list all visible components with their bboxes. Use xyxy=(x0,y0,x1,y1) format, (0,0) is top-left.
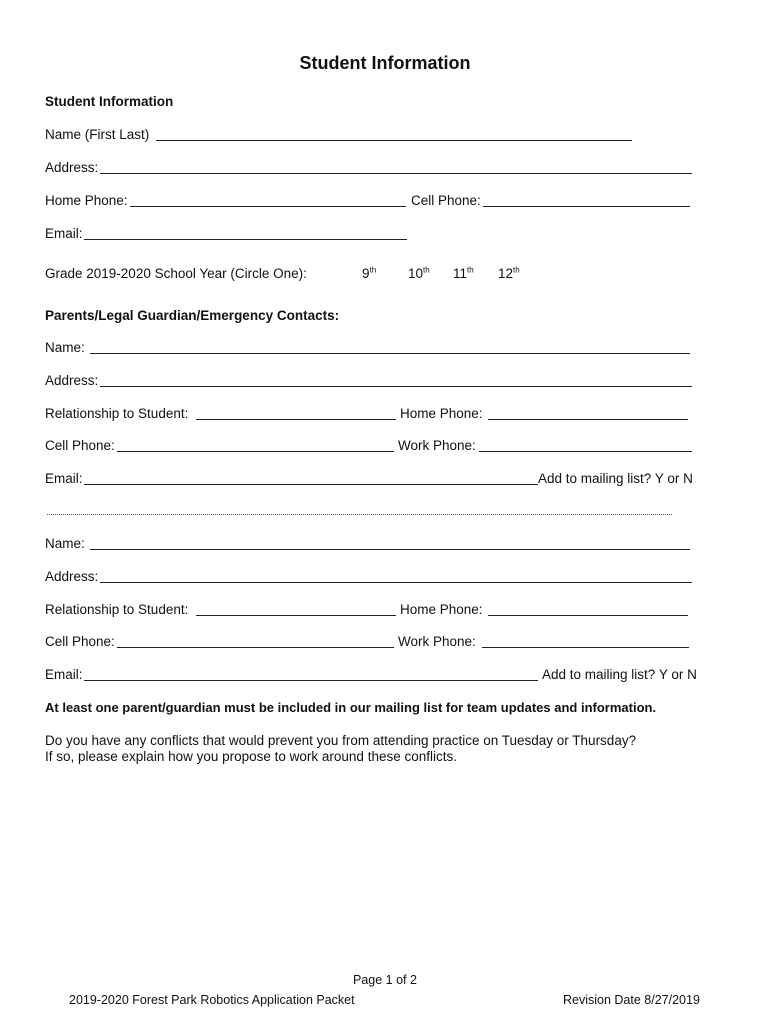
contact1-address-label: Address: xyxy=(45,373,99,388)
student-section-heading: Student Information xyxy=(45,94,174,109)
contact1-work-phone-field[interactable] xyxy=(479,451,692,452)
contact-separator xyxy=(47,514,672,515)
contact1-mailing-list-label[interactable]: Add to mailing list? Y or N xyxy=(538,471,693,486)
contact2-home-phone-field[interactable] xyxy=(488,615,688,616)
contact1-home-phone-field[interactable] xyxy=(488,419,688,420)
conflicts-explain: If so, please explain how you propose to work around these conflicts. xyxy=(45,749,457,764)
grade-label: Grade 2019-2020 School Year (Circle One): xyxy=(45,266,307,281)
student-home-phone-label: Home Phone: xyxy=(45,193,128,208)
student-address-field[interactable] xyxy=(100,173,692,174)
grade-option-11[interactable]: 11th xyxy=(453,265,474,281)
contact2-email-label: Email: xyxy=(45,667,83,682)
contact1-email-field[interactable] xyxy=(84,484,538,485)
contact2-name-label: Name: xyxy=(45,536,85,551)
contact1-cell-phone-field[interactable] xyxy=(117,451,394,452)
contact2-address-label: Address: xyxy=(45,569,99,584)
contact2-work-phone-label: Work Phone: xyxy=(398,634,476,649)
contact1-name-field[interactable] xyxy=(90,353,690,354)
contact2-address-field[interactable] xyxy=(100,582,692,583)
footer-packet-title: 2019-2020 Forest Park Robotics Application Packet xyxy=(69,993,355,1007)
contact1-relationship-label: Relationship to Student: xyxy=(45,406,189,421)
contact2-name-field[interactable] xyxy=(90,549,690,550)
contact2-home-phone-label: Home Phone: xyxy=(400,602,483,617)
contact1-relationship-field[interactable] xyxy=(196,419,396,420)
student-home-phone-field[interactable] xyxy=(130,206,406,207)
contact1-name-label: Name: xyxy=(45,340,85,355)
contact1-address-field[interactable] xyxy=(100,386,692,387)
student-cell-phone-label: Cell Phone: xyxy=(411,193,481,208)
contact1-work-phone-label: Work Phone: xyxy=(398,438,476,453)
conflicts-question: Do you have any conflicts that would prevent you from attending practice on Tuesday or Thursday? xyxy=(45,733,637,748)
contact2-cell-phone-label: Cell Phone: xyxy=(45,634,115,649)
page-title: Student Information xyxy=(299,53,471,73)
contact2-relationship-field[interactable] xyxy=(196,615,396,616)
grade-option-12[interactable]: 12th xyxy=(498,265,520,281)
contact2-email-field[interactable] xyxy=(84,680,538,681)
student-name-label: Name (First Last) xyxy=(45,127,150,142)
student-address-label: Address: xyxy=(45,160,99,175)
contact1-home-phone-label: Home Phone: xyxy=(400,406,483,421)
grade-option-9[interactable]: 9th xyxy=(362,265,377,281)
footer-revision-date: Revision Date 8/27/2019 xyxy=(563,993,700,1007)
contact2-mailing-list-label[interactable]: Add to mailing list? Y or N xyxy=(542,667,697,682)
student-email-field[interactable] xyxy=(84,239,407,240)
contact1-email-label: Email: xyxy=(45,471,83,486)
contact2-cell-phone-field[interactable] xyxy=(117,647,394,648)
grade-option-10[interactable]: 10th xyxy=(408,265,430,281)
contact1-cell-phone-label: Cell Phone: xyxy=(45,438,115,453)
student-cell-phone-field[interactable] xyxy=(483,206,690,207)
page-number: Page 1 of 2 xyxy=(353,973,417,987)
contact2-work-phone-field[interactable] xyxy=(482,647,689,648)
student-name-field[interactable] xyxy=(156,140,632,141)
mailing-list-note: At least one parent/guardian must be included in our mailing list for team updates and information. xyxy=(45,700,657,715)
contacts-heading: Parents/Legal Guardian/Emergency Contacts: xyxy=(45,308,340,323)
student-email-label: Email: xyxy=(45,226,83,241)
contact2-relationship-label: Relationship to Student: xyxy=(45,602,189,617)
